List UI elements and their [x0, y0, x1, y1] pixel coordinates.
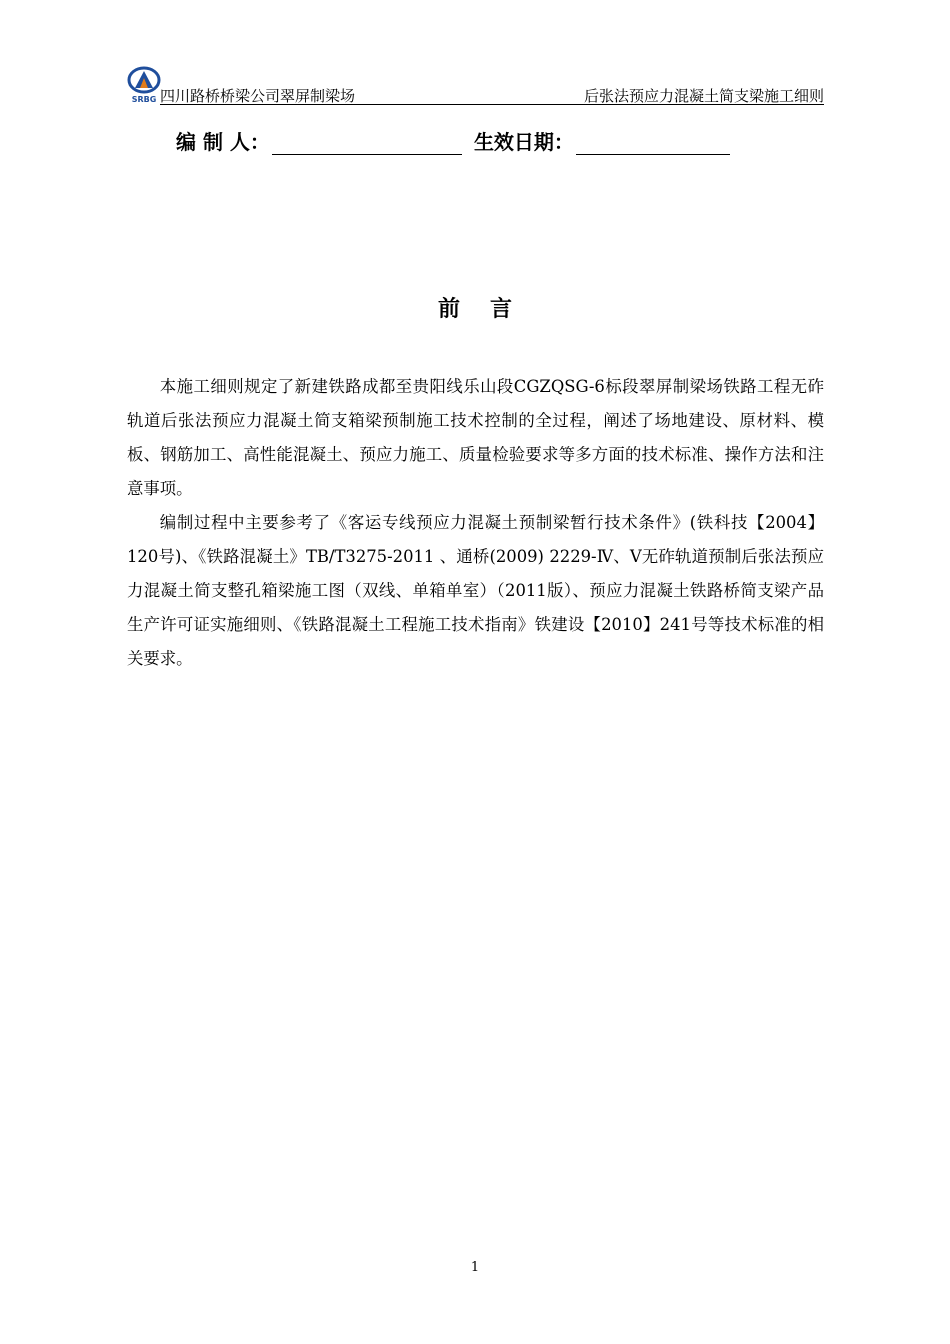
preface-heading: 前言: [437, 297, 542, 322]
page-number: 1: [470, 1260, 480, 1275]
preface-body: [127, 370, 824, 676]
page-header: [126, 66, 824, 106]
signature-line: [176, 126, 730, 155]
header-company-name: 四川路桥桥梁公司翠屏制梁场: [160, 87, 356, 105]
editor-label: 编 制 人：: [176, 130, 270, 154]
header-divider: [160, 104, 824, 105]
company-logo: [126, 66, 162, 104]
logo-text: SRBG: [131, 95, 157, 104]
header-document-title: 后张法预应力混凝土简支梁施工细则: [583, 87, 824, 105]
editor-blank-field[interactable]: [272, 130, 462, 155]
preface-paragraph: 编制过程中主要参考了《客运专线预应力混凝土预制梁暂行技术条件》(铁科技【2004】120号)、《铁路混凝土》TB/T3275-2011 、通桥(2009) 2229-Ⅳ、Ⅴ无砟轨道预制后张法预应力混凝土简支整孔箱梁施工图（双线、单箱单室）（2011版）、预应力混凝土铁路桥简支梁产品生产许可证实施细则、《铁路混凝土工程施工技术指南》铁建设【2010】241号等技术标准的相关要求。: [127, 513, 824, 668]
effective-date-label: 生效日期：: [473, 130, 574, 154]
effective-date-blank-field[interactable]: [576, 130, 730, 155]
preface-paragraph: 本施工细则规定了新建铁路成都至贵阳线乐山段CGZQSG-6标段翠屏制梁场铁路工程无砟轨道后张法预应力混凝土简支箱梁预制施工技术控制的全过程，阐述了场地建设、原材料、模板、钢筋加工、高性能混凝土、预应力施工、质量检验要求等多方面的技术标准、操作方法和注意事项。: [127, 377, 824, 498]
